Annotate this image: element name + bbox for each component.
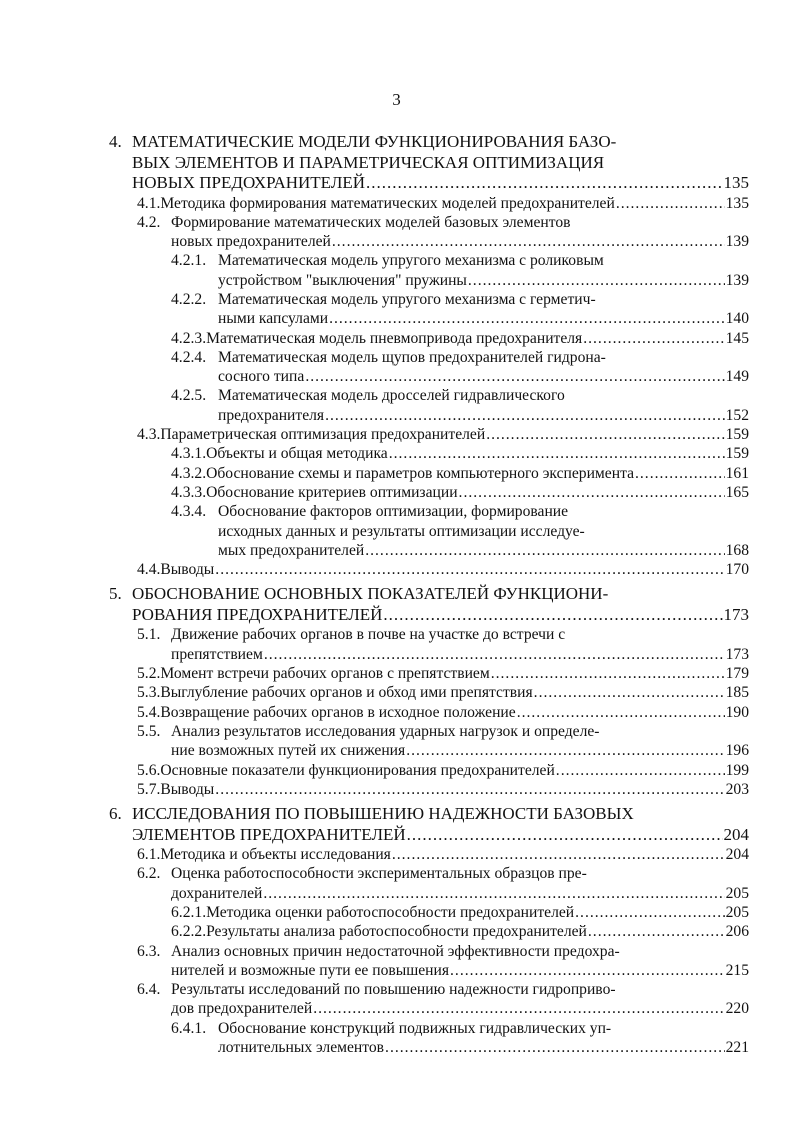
- toc-entry: [137, 722, 749, 761]
- toc-entry: [137, 845, 749, 864]
- dot-leader: [450, 961, 725, 980]
- toc-entry-number: 6.4.: [137, 981, 161, 999]
- toc-entry-number: 4.4.: [137, 561, 161, 579]
- toc-page-number: 220: [725, 1000, 749, 1018]
- toc-entry-title: МАТЕМАТИЧЕСКИЕ МОДЕЛИ ФУНКЦИОНИРОВАНИЯ БАЗО-: [132, 132, 617, 151]
- toc-entry-number: 5.: [109, 584, 122, 604]
- toc-entry-number: 6.2.: [137, 865, 161, 883]
- dot-leader: [325, 406, 725, 425]
- toc-entry-number: 5.4.: [137, 703, 161, 721]
- toc-page-number: 149: [725, 368, 749, 386]
- toc-page-number: 165: [725, 483, 749, 501]
- toc-page-number: 204: [723, 824, 749, 844]
- toc-entry: [171, 444, 749, 463]
- toc-entry: [137, 864, 749, 903]
- toc-entry: [171, 290, 749, 329]
- toc-entry-title: Математическая модель дросселей гидравлического: [218, 387, 565, 405]
- toc-page-number: 161: [725, 464, 749, 482]
- toc-entry: [137, 625, 749, 664]
- dot-leader: [332, 232, 725, 251]
- toc-page-number: 145: [725, 329, 749, 347]
- toc-entry: [171, 464, 749, 483]
- toc-page-number: 215: [725, 961, 749, 979]
- toc-page-number: 173: [725, 645, 749, 663]
- toc-entry-title: Обоснование факторов оптимизации, формирование: [218, 503, 569, 521]
- toc-entry-title: Математическая модель щупов предохранителей гидрона-: [218, 348, 606, 366]
- toc-entry-number: 6.: [109, 804, 122, 824]
- toc-page-number: 204: [725, 846, 749, 864]
- toc-page-number: 159: [725, 426, 749, 444]
- toc-entry-title: ЭЛЕМЕНТОВ ПРЕДОХРАНИТЕЛЕЙ: [132, 824, 406, 844]
- toc-entry: [171, 329, 749, 348]
- toc-entry-title: Выводы: [160, 780, 215, 798]
- dot-leader: [366, 173, 722, 194]
- dot-leader: [517, 703, 725, 722]
- toc-entry-title: Методика и объекты исследования: [160, 846, 391, 864]
- toc-entry-number: 4.: [109, 132, 122, 151]
- toc-entry-title: Методика оценки работоспособности предохранителей: [206, 904, 575, 921]
- dot-leader: [407, 825, 723, 846]
- dot-leader: [215, 560, 724, 579]
- toc-entry-title: новых предохранителей: [171, 233, 331, 251]
- toc-entry: [171, 251, 749, 290]
- toc-entry-title: Выглубление рабочих органов и обход ими препятствия: [160, 684, 533, 702]
- toc-entry-title: Результаты исследований по повышению надежности гидроприво-: [171, 981, 616, 999]
- toc-entry-number: 5.1.: [137, 626, 161, 644]
- toc-entry: [171, 386, 749, 425]
- toc-page-number: 199: [725, 761, 749, 779]
- toc-entry-number: 5.6.: [137, 761, 161, 779]
- toc-entry-number: 4.2.3.: [171, 329, 207, 347]
- toc-entry-title: нителей и возможные пути ее повышения: [171, 961, 450, 979]
- dot-leader: [264, 645, 725, 664]
- toc-entry-title: устройством "выключения" пружины: [218, 271, 467, 289]
- toc-entry: [137, 194, 749, 213]
- toc-page-number: 135: [725, 194, 749, 212]
- dot-leader: [583, 329, 724, 348]
- toc-entry-title: Обоснование схемы и параметров компьютерного эксперимента: [206, 464, 634, 482]
- toc-entry-title: ние возможных путей их снижения: [171, 742, 406, 760]
- dot-leader: [383, 605, 722, 626]
- toc-entry: [171, 1019, 749, 1058]
- toc-entry: [137, 425, 749, 444]
- toc-page-number: 159: [725, 445, 749, 463]
- toc-entry-number: 4.3.: [137, 426, 161, 444]
- toc-entry-title: Выводы: [160, 561, 215, 579]
- toc-entry-title: сосного типа: [218, 368, 305, 386]
- toc-entry-title: ИССЛЕДОВАНИЯ ПО ПОВЫШЕНИЮ НАДЕЖНОСТИ БАЗОВЫХ: [132, 804, 634, 824]
- toc-entry-number: 5.5.: [137, 722, 161, 740]
- toc-entry-title: Математическая модель упругого механизма с роликовым: [218, 252, 604, 270]
- dot-leader: [491, 664, 725, 683]
- toc-page-number: 185: [725, 684, 749, 702]
- dot-leader: [263, 884, 724, 903]
- toc-entry: [109, 804, 749, 845]
- dot-leader: [313, 999, 724, 1018]
- dot-leader: [635, 464, 725, 483]
- toc-entry-title: Математическая модель упругого механизма с герметич-: [218, 290, 596, 308]
- toc-entry-number: 5.3.: [137, 684, 161, 702]
- toc-entry-number: 6.2.2.: [171, 923, 207, 941]
- toc-entry: [137, 560, 749, 579]
- dot-leader: [305, 367, 724, 386]
- toc-page-number: 173: [723, 604, 749, 624]
- toc-entry-title: дохранителей: [171, 884, 263, 902]
- toc-entry-number: 6.2.1.: [171, 904, 207, 921]
- toc-entry-title: предохранителя: [218, 406, 325, 424]
- toc-entry-title: Результаты анализа работоспособности предохранителей: [206, 923, 587, 941]
- toc-page-number: 139: [725, 233, 749, 251]
- toc-entry-title: Параметрическая оптимизация предохранителей: [160, 426, 486, 444]
- dot-leader: [468, 271, 725, 290]
- toc-entry-title: Движение рабочих органов в почве на участке до встречи с: [171, 626, 566, 644]
- toc-page-number: 206: [725, 923, 749, 941]
- toc-page-number: 221: [725, 1039, 749, 1057]
- page-number: 3: [392, 90, 401, 109]
- toc-entry-title: мых предохранителей: [218, 541, 365, 559]
- toc-entry-title: Анализ результатов исследования ударных нагрузок и определе-: [171, 722, 600, 740]
- toc-entry-title: Формирование математических моделей базовых элементов: [171, 213, 571, 231]
- toc-entry-number: 4.2.: [137, 213, 161, 231]
- toc-entry-number: 5.7.: [137, 780, 161, 798]
- toc-entry: [171, 348, 749, 387]
- toc-entry-title: ВЫХ ЭЛЕМЕНТОВ И ПАРАМЕТРИЧЕСКАЯ ОПТИМИЗАЦИЯ: [132, 152, 605, 172]
- toc-entry-number: 4.3.2.: [171, 464, 207, 482]
- toc-entry-number: 4.2.1.: [171, 252, 207, 270]
- toc-entry: [109, 132, 749, 194]
- table-of-contents: [0, 132, 793, 1057]
- toc-entry-title: Методика формирования математических моделей предохранителей: [160, 194, 615, 212]
- toc-entry-title: Возвращение рабочих органов в исходное положение: [160, 703, 516, 721]
- toc-entry-title: Математическая модель пневмопривода предохранителя: [206, 329, 583, 347]
- toc-page-number: 170: [725, 561, 749, 579]
- toc-entry-title: ОБОСНОВАНИЕ ОСНОВНЫХ ПОКАЗАТЕЛЕЙ ФУНКЦИОНИ-: [132, 584, 609, 604]
- dot-leader: [329, 309, 725, 328]
- toc-page-number: 135: [723, 173, 749, 192]
- toc-page-number: 205: [725, 904, 749, 921]
- dot-leader: [365, 541, 724, 560]
- toc-page-number: 205: [725, 884, 749, 902]
- toc-entry-number: 5.2.: [137, 665, 161, 683]
- toc-entry-number: 6.1.: [137, 846, 161, 864]
- toc-entry-title: РОВАНИЯ ПРЕДОХРАНИТЕЛЕЙ: [132, 604, 383, 624]
- toc-entry: [137, 703, 749, 722]
- toc-entry: [137, 683, 749, 702]
- toc-page-number: 140: [725, 310, 749, 328]
- toc-page-number: 179: [725, 665, 749, 683]
- dot-leader: [534, 683, 725, 702]
- toc-entry: [109, 584, 749, 625]
- dot-leader: [389, 444, 725, 463]
- toc-entry-title: препятствием: [171, 645, 263, 663]
- dot-leader: [459, 483, 725, 502]
- toc-page-number: 196: [725, 742, 749, 760]
- toc-entry-number: 4.3.4.: [171, 503, 207, 521]
- toc-entry-number: 6.4.1.: [171, 1019, 207, 1037]
- toc-page-number: 203: [725, 780, 749, 798]
- toc-page-number: 152: [725, 406, 749, 424]
- toc-entry: [171, 922, 749, 941]
- toc-entry-title: Основные показатели функционирования предохранителей: [160, 761, 555, 779]
- toc-entry-number: 4.2.2.: [171, 290, 207, 308]
- toc-entry-number: 4.3.3.: [171, 483, 207, 501]
- toc-entry-title: Обоснование конструкций подвижных гидравлических уп-: [218, 1019, 612, 1037]
- dot-leader: [392, 845, 725, 864]
- toc-entry: [171, 903, 749, 922]
- toc-page-number: 139: [725, 271, 749, 289]
- toc-entry: [137, 980, 749, 1019]
- toc-entry-title: НОВЫХ ПРЕДОХРАНИТЕЛЕЙ: [132, 173, 366, 192]
- toc-entry-title: Объекты и общая методика: [206, 445, 388, 463]
- toc-entry: [137, 761, 749, 780]
- toc-entry-number: 4.2.4.: [171, 348, 207, 366]
- dot-leader: [406, 741, 724, 760]
- toc-entry-title: Анализ основных причин недостаточной эффективности предохра-: [171, 942, 620, 960]
- dot-leader: [486, 425, 724, 444]
- dot-leader: [616, 194, 725, 213]
- dot-leader: [588, 922, 725, 941]
- toc-entry-title: лотнительных элементов: [218, 1039, 385, 1057]
- toc-page-number: 168: [725, 541, 749, 559]
- toc-entry-title: дов предохранителей: [171, 1000, 313, 1018]
- toc-entry-title: Момент встречи рабочих органов с препятствием: [160, 665, 490, 683]
- toc-entry-number: 4.1.: [137, 194, 161, 212]
- toc-entry: [137, 664, 749, 683]
- toc-entry-number: 6.3.: [137, 942, 161, 960]
- dot-leader: [385, 1038, 725, 1057]
- toc-entry-number: 4.2.5.: [171, 387, 207, 405]
- dot-leader: [215, 780, 724, 799]
- toc-entry-title: ными капсулами: [218, 310, 329, 328]
- toc-entry: [137, 942, 749, 981]
- dot-leader: [575, 903, 724, 922]
- toc-entry-title: Обоснование критериев оптимизации: [206, 483, 458, 501]
- toc-entry: [137, 780, 749, 799]
- dot-leader: [556, 761, 725, 780]
- toc-entry-title: исходных данных и результаты оптимизации исследуе-: [218, 522, 585, 540]
- toc-entry-title: Оценка работоспособности экспериментальных образцов пре-: [171, 865, 587, 883]
- toc-entry: [171, 502, 749, 560]
- toc-entry-number: 4.3.1.: [171, 445, 207, 463]
- toc-entry: [171, 483, 749, 502]
- toc-page-number: 190: [725, 703, 749, 721]
- toc-entry: [137, 213, 749, 252]
